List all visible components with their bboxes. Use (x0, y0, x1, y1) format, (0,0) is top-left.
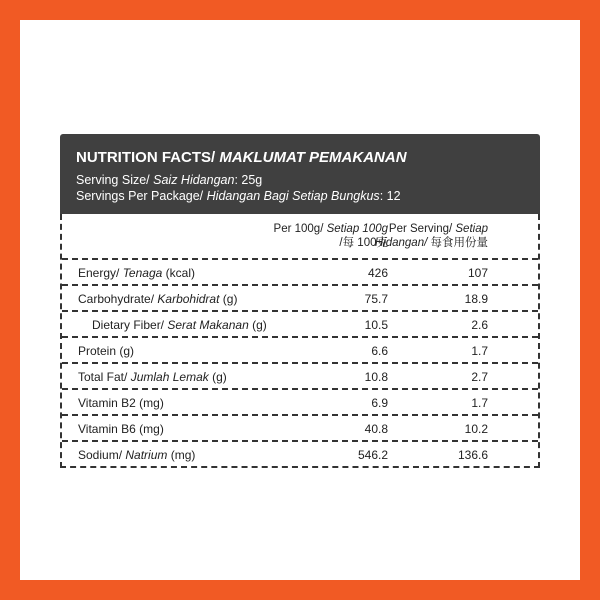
servings-value: : 12 (379, 189, 401, 203)
row-unit: (g) (222, 292, 238, 306)
nutrition-header (60, 134, 540, 214)
row-label-plain: Carbohydrate/ (78, 292, 155, 306)
row-label (78, 422, 164, 436)
table-row (62, 336, 538, 362)
value-per-100g: 10.5 (364, 318, 388, 332)
row-label (78, 370, 227, 384)
table-row (62, 284, 538, 310)
table-row (62, 310, 538, 336)
row-unit: (mg) (170, 448, 196, 462)
value-per-100g: 10.8 (364, 370, 388, 384)
row-unit: (g) (252, 318, 267, 332)
value-per-serving: 10.2 (464, 422, 488, 436)
row-label (78, 266, 195, 280)
row-label-plain: Vitamin B2 (78, 396, 136, 410)
per100-chinese: /每 100克 (339, 237, 388, 249)
value-per-serving: 136.6 (457, 448, 488, 462)
row-unit: (g) (212, 370, 227, 384)
row-unit: (kcal) (165, 266, 195, 280)
perserving-plain: Per Serving/ (388, 223, 453, 235)
value-per-100g: 40.8 (364, 422, 388, 436)
nutrition-panel (60, 134, 540, 468)
perserving-chinese: 每食用份量 (430, 237, 488, 249)
value-per-serving: 2.6 (471, 318, 488, 332)
column-header-per-100g (274, 222, 388, 250)
value-per-serving: 1.7 (471, 344, 488, 358)
servings-label: Servings Per Package/ (76, 189, 204, 203)
perserving-italic-2: Hidangan/ (374, 237, 428, 249)
serving-size (76, 172, 540, 188)
row-label-italic: Natrium (125, 448, 168, 462)
value-per-100g: 426 (367, 266, 388, 280)
value-per-100g: 6.9 (371, 396, 388, 410)
row-label-plain: Vitamin B6 (78, 422, 136, 436)
value-per-serving: 18.9 (464, 292, 488, 306)
serving-size-value: : 25g (234, 173, 263, 187)
servings-per-package (76, 188, 540, 204)
value-per-serving: 1.7 (471, 396, 488, 410)
row-label-plain: Dietary Fiber/ (92, 318, 165, 332)
serving-size-italic: Saiz Hidangan (153, 173, 235, 187)
table-row (62, 388, 538, 414)
per100-italic: Setiap 100g (326, 223, 388, 235)
row-label (92, 318, 267, 332)
table-row (62, 414, 538, 440)
value-per-serving: 107 (467, 266, 488, 280)
per100-plain: Per 100g/ (273, 223, 324, 235)
row-label (78, 344, 134, 358)
title-italic: MAKLUMAT PEMAKANAN (219, 149, 407, 166)
row-label-plain: Energy/ (78, 266, 120, 280)
perserving-italic: Setiap (455, 223, 488, 235)
value-per-100g: 546.2 (357, 448, 388, 462)
value-per-serving: 2.7 (471, 370, 488, 384)
row-label (78, 292, 237, 306)
row-label-italic: Jumlah Lemak (130, 370, 209, 384)
table-row (62, 362, 538, 388)
row-label-italic: Tenaga (122, 266, 163, 280)
row-unit: (g) (119, 344, 135, 358)
row-label (78, 396, 164, 410)
serving-size-label: Serving Size/ (76, 173, 150, 187)
value-per-100g: 75.7 (364, 292, 388, 306)
title-main: NUTRITION FACTS/ (76, 149, 216, 166)
row-label-plain: Total Fat/ (78, 370, 128, 384)
servings-italic: Hidangan Bagi Setiap Bungkus (206, 189, 380, 203)
row-unit: (mg) (139, 396, 164, 410)
row-label-italic: Serat Makanan (167, 318, 249, 332)
row-label-plain: Sodium/ (78, 448, 123, 462)
table-row (62, 258, 538, 284)
row-label (78, 448, 195, 462)
nutrition-table (60, 214, 540, 468)
column-header-per-serving (375, 222, 488, 250)
nutrition-title (76, 149, 540, 167)
value-per-100g: 6.6 (371, 344, 388, 358)
row-label-plain: Protein (78, 344, 117, 358)
row-unit: (mg) (139, 422, 164, 436)
table-row (62, 440, 538, 466)
row-label-italic: Karbohidrat (157, 292, 220, 306)
